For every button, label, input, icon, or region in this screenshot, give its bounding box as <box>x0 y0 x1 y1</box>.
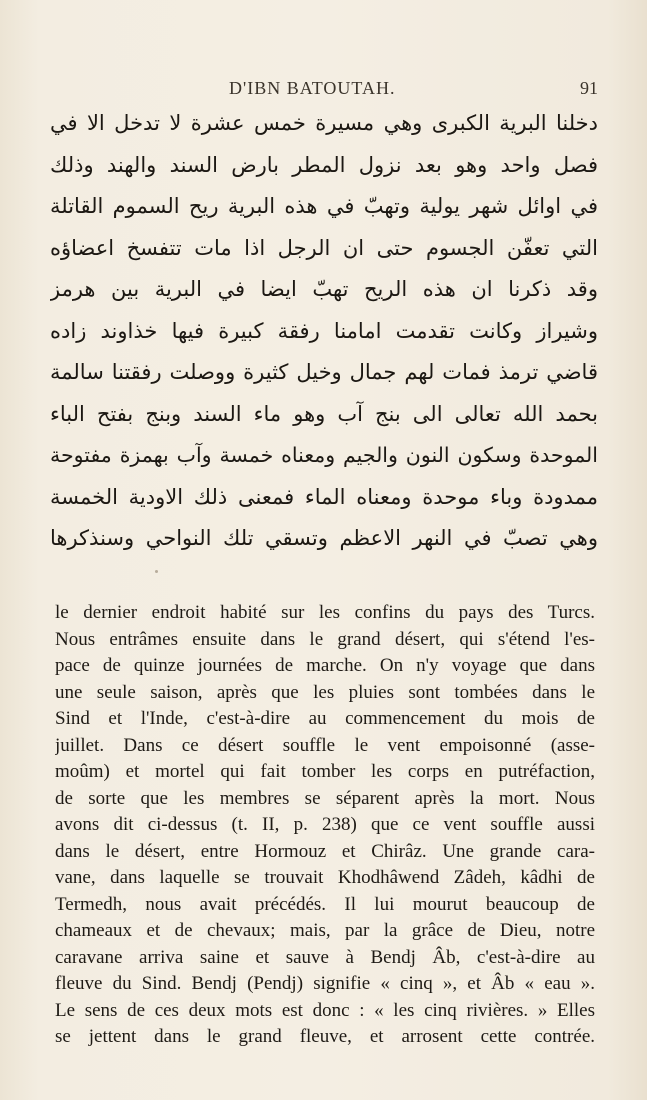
french-line: avons dit ci-dessus (t. II, p. 238) que ce vent souffle aussi <box>55 814 595 835</box>
french-text-block <box>55 600 595 1051</box>
arabic-line: ممدودة وباء موحدة ومعناه الماء فمعنى ذلك الاودية الخمسة <box>50 484 598 509</box>
arabic-line: وشيراز وكانت تقدمت امامنا رفقة كبيرة فيها خذاوند زاده <box>50 318 598 343</box>
arabic-text-block <box>50 103 598 560</box>
arabic-line: الموحدة وسكون النون والجيم ومعناه خمسة وآب بهمزة مفتوحة <box>50 443 598 467</box>
french-line: caravane arriva saine et sauve à Bendj Âb, c'est-à-dire au <box>55 946 595 968</box>
french-line: chameaux et de chevaux; mais, par la grâce de Dieu, notre <box>55 920 595 941</box>
french-line: Le sens de ces deux mots est donc : « les cinq rivières. » Elles <box>55 999 595 1021</box>
french-line: de sorte que les membres se séparent après la mort. Nous <box>55 787 595 809</box>
arabic-line: دخلنا البرية الكبرى وهي مسيرة خمس عشرة لا تدخل الا في <box>50 111 598 135</box>
french-line: Nous entrâmes ensuite dans le grand désert, qui s'étend l'es- <box>55 628 595 650</box>
french-line: juillet. Dans ce désert souffle le vent empoisonné (asse- <box>55 734 595 756</box>
header-title: D'IBN BATOUTAH. <box>229 78 396 98</box>
arabic-line: بحمد الله تعالى الى بنج آب وهو ماء السند وبنج بفتح الباء <box>50 401 598 426</box>
french-line: moûm) et mortel qui fait tomber les corps en putréfaction, <box>55 761 595 782</box>
french-line: le dernier endroit habité sur les confins du pays des Turcs. <box>55 602 595 623</box>
running-header <box>55 78 598 100</box>
ink-dot <box>155 570 158 573</box>
french-line: pace de quinze journées de marche. On n'y voyage que dans <box>55 655 595 676</box>
arabic-line: وهي تصبّ في النهر الاعظم وتسقي تلك النواحي وسنذكرها <box>50 526 598 550</box>
arabic-line: فصل واحد وهو بعد نزول المطر بارض السند والهند وذلك <box>50 152 598 177</box>
french-line: fleuve du Sind. Bendj (Pendj) signifie « cinq », et Âb « eau ». <box>55 973 595 994</box>
arabic-line: قاضي ترمذ فمات لهم جمال وخيل كثيرة ووصلت رفقتنا سالمة <box>50 360 598 384</box>
french-line: dans le désert, entre Hormouz et Chirâz. Une grande cara- <box>55 840 595 862</box>
arabic-line: في اوائل شهر يولية وتهبّ في هذه البرية ريح السموم القاتلة <box>50 194 598 218</box>
page-number: 91 <box>580 78 598 98</box>
french-line: Sind et l'Inde, c'est-à-dire au commencement du mois de <box>55 708 595 729</box>
french-line: vane, dans laquelle se trouvait Khodhâwend Zâdeh, kâdhi de <box>55 867 595 888</box>
french-line: Termedh, nous avait précédés. Il lui mourut beaucoup de <box>55 893 595 915</box>
arabic-line: وقد ذكرنا ان هذه الريح تهبّ ايضا في البرية بين هرمز <box>50 277 598 301</box>
french-line: une seule saison, après que les pluies sont tombées dans le <box>55 681 595 703</box>
arabic-line: التي تعفّن الجسوم حتى ان الرجل اذا مات تتفسخ اعضاؤه <box>50 235 598 260</box>
french-line: se jettent dans le grand fleuve, et arrosent cette contrée. <box>55 1026 595 1047</box>
